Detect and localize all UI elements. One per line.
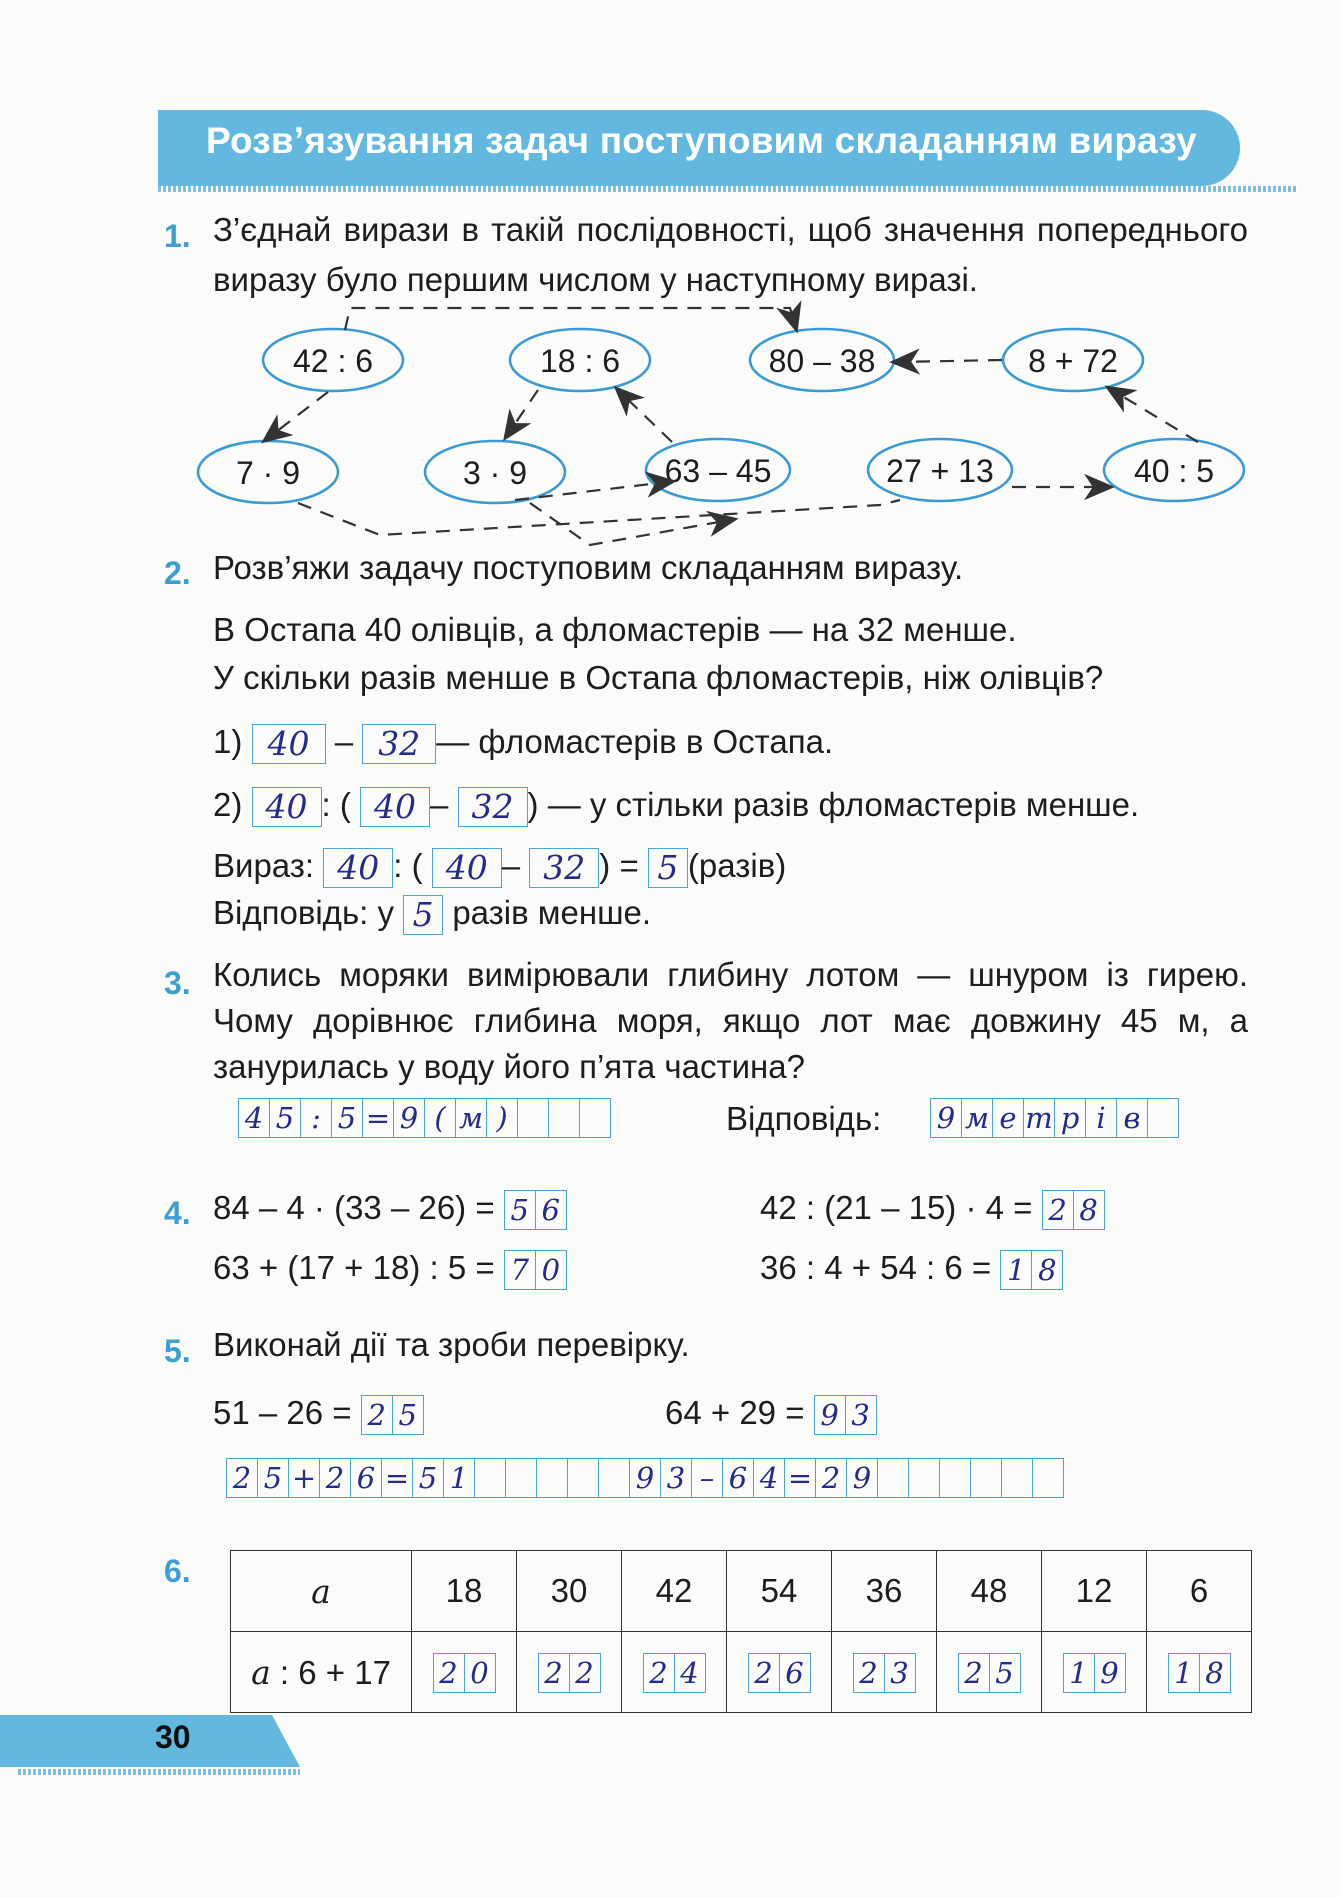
result-cell [832,1632,937,1713]
oval-label: 7 · 9 [235,455,301,491]
oval-label: 27 + 13 [886,453,994,489]
answer-grid[interactable]: 1 9 [1063,1653,1126,1693]
grid-cell: 1 [444,1459,475,1497]
grid-cell: 4 [754,1459,785,1497]
oval-label: 63 – 45 [664,453,772,489]
answer-box[interactable]: 40 [432,848,502,888]
grid-cell [971,1459,1002,1497]
task2-step2: 2) 40 : ( 40 – 32 ) — у стільки разів фломастерів менше. [213,786,1140,827]
link-arrow [298,500,900,535]
task6-number: 6. [164,1553,191,1589]
table-row [231,1632,1252,1713]
grid-cell [475,1459,506,1497]
answer-box[interactable]: 40 [252,724,326,764]
task3-solution-grid[interactable]: 4 5 : 5 = 9 ( м ) [238,1098,611,1138]
task2-problem-line2: У скільки разів менше в Остапа фломастерів, ніж олівців? [213,659,1104,696]
grid-cell: 3 [661,1459,692,1497]
grid-cell [909,1459,940,1497]
grid-cell: 6 [351,1459,382,1497]
answer-grid[interactable]: 2 4 [643,1653,706,1693]
grid-cell [1033,1459,1063,1497]
result-cell [412,1632,517,1713]
page-number: 30 [155,1719,191,1755]
grid-cell: – [692,1459,723,1497]
answer-grid[interactable]: 1 8 [1168,1653,1231,1693]
answer-box[interactable]: 32 [362,724,436,764]
row-label-formula: a : 6 + 17 [231,1632,412,1713]
task1-diagram [0,0,1340,580]
grid-cell: 9 [847,1459,878,1497]
answer-grid[interactable]: 9 3 [814,1395,877,1435]
grid-cell: + [289,1459,320,1497]
task3-answer-label: Відповідь: [726,1100,882,1137]
result-cell [1042,1632,1147,1713]
step-label: 1) [213,723,243,760]
value-cell: 18 [412,1551,517,1632]
value-cell: 12 [1042,1551,1147,1632]
task2-number: 2. [164,555,191,591]
task2-answer: Відповідь: у 5 разів менше. [213,894,652,935]
link-arrow [530,503,730,545]
task2-step1: 1) 40 – 32 — фломастерів в Остапа. [213,723,834,764]
answer-box[interactable]: 40 [360,787,430,827]
grid-cell: 5 [413,1459,444,1497]
grid-cell [568,1459,599,1497]
link-arrow [508,390,538,434]
grid-cell [506,1459,537,1497]
task5-item-1: 51 – 26 = 2 5 [213,1388,424,1438]
grid-cell: = [785,1459,816,1497]
grid-cell [878,1459,909,1497]
grid-cell: 2 [320,1459,351,1497]
task5-instruction: Виконай дії та зроби перевірку. [213,1326,690,1363]
task4-item-1: 84 – 4 · (33 – 26) = 5 6 [213,1183,567,1233]
link-arrow [620,392,672,442]
row-label-a: a [231,1551,412,1632]
table-row [231,1551,1252,1632]
value-cell: 36 [832,1551,937,1632]
answer-box[interactable]: 5 [403,895,443,935]
value-cell: 48 [937,1551,1042,1632]
task5-number: 5. [164,1333,191,1369]
page-title: Розв’язування задач поступовим складанням виразу [206,120,1197,161]
answer-grid[interactable]: 2 0 [433,1653,496,1693]
answer-box[interactable]: 40 [323,848,393,888]
link-arrow [1112,390,1198,442]
result-cell [622,1632,727,1713]
answer-grid[interactable]: 2 6 [748,1653,811,1693]
task3-answer-grid[interactable]: 9 м е т р і в [930,1098,1179,1138]
answer-grid[interactable]: 5 6 [504,1190,567,1230]
result-cell [517,1632,622,1713]
grid-cell [537,1459,568,1497]
oval-label: 80 – 38 [768,343,876,379]
result-cell [727,1632,832,1713]
answer-grid[interactable]: 2 8 [1042,1190,1105,1230]
link-arrow [898,360,1002,362]
task2-expression: Вираз: 40 : ( 40 – 32 ) = 5 (разів) [213,847,787,888]
grid-cell: 2 [227,1459,258,1497]
grid-cell [1002,1459,1033,1497]
answer-box[interactable]: 32 [529,848,599,888]
task3-text: Колись моряки вимірювали глибину лотом — шнуром із гирею. Чому дорівнює глибина моря, якщо лот має довжину 45 м, а занурилась у воду його п’ята частина? [213,956,1248,1085]
answer-grid[interactable]: 7 0 [504,1250,567,1290]
oval-label: 3 · 9 [462,455,528,491]
oval-label: 18 : 6 [539,343,621,379]
result-cell [1147,1632,1252,1713]
grid-cell: 9 [630,1459,661,1497]
answer-grid[interactable]: 1 8 [1000,1250,1063,1290]
grid-cell: 6 [723,1459,754,1497]
grid-cell [940,1459,971,1497]
link-arrow [345,308,795,330]
link-arrow [268,392,328,438]
value-cell: 30 [517,1551,622,1632]
footer-stripe [18,1769,300,1775]
answer-box[interactable]: 5 [648,848,688,888]
grid-cell: = [382,1459,413,1497]
task4-item-3: 63 + (17 + 18) : 5 = 7 0 [213,1243,567,1293]
task4-item-4: 36 : 4 + 54 : 6 = 1 8 [760,1243,1063,1293]
answer-grid[interactable]: 2 2 [538,1653,601,1693]
answer-grid[interactable]: 2 3 [853,1653,916,1693]
grid-cell: 2 [816,1459,847,1497]
task4-number: 4. [164,1195,191,1231]
value-cell: 54 [727,1551,832,1632]
task5-check-grid[interactable] [226,1458,1064,1498]
answer-box[interactable]: 40 [252,787,322,827]
oval-label: 40 : 5 [1133,453,1215,489]
task1-number: 1. [164,218,191,254]
grid-cell: 5 [258,1459,289,1497]
task4-item-2: 42 : (21 – 15) · 4 = 2 8 [760,1183,1105,1233]
answer-box[interactable]: 32 [458,787,528,827]
grid-cell [599,1459,630,1497]
oval-label: 8 + 72 [1028,343,1118,379]
value-cell: 6 [1147,1551,1252,1632]
task2-instruction: Розв’яжи задачу поступовим складанням виразу. [213,549,964,586]
answer-grid[interactable]: 2 5 [958,1653,1021,1693]
value-cell: 42 [622,1551,727,1632]
task6-table [230,1550,1252,1713]
answer-grid[interactable]: 2 5 [361,1395,424,1435]
task3-number: 3. [164,965,191,1001]
page-number-bar [0,1715,300,1767]
oval-label: 42 : 6 [292,343,374,379]
task1-text: З’єднай вирази в такій послідовності, щоб значення попереднього виразу було першим числом у наступному виразі. [213,211,1248,298]
result-cell [937,1632,1042,1713]
task2-problem-line1: В Остапа 40 олівців, а фломастерів — на 32 менше. [213,611,1017,648]
task5-item-2: 64 + 29 = 9 3 [665,1388,877,1438]
